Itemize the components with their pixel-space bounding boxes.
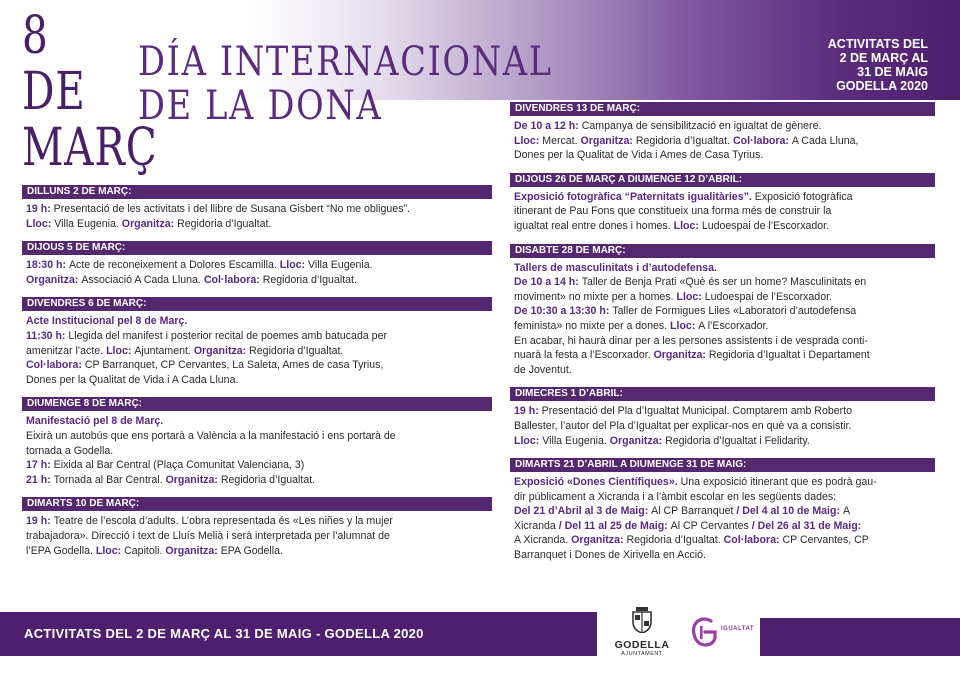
event-date-heading: DISABTE 28 DE MARÇ: — [510, 244, 935, 258]
event-text: Regidoria d’Igualtat. — [249, 344, 344, 357]
event-date-heading: DIMARTS 21 D’ABRIL A DIUMENGE 31 DE MAIG: — [510, 458, 935, 472]
event-line — [514, 504, 935, 519]
event-text: Ludoespai de l’Escorxador. — [704, 290, 832, 303]
event-text: Capitoli. — [124, 544, 166, 557]
event-keyword: Lloc: — [95, 544, 125, 557]
event-keyword: 19 h: — [514, 405, 542, 418]
event-line — [514, 363, 935, 378]
event-text: feminista» no mixte per a dones. — [514, 319, 671, 332]
event-text: A — [842, 505, 851, 518]
event-text: tornada a Godella. — [26, 444, 114, 457]
event-line — [514, 319, 935, 334]
event-line — [26, 358, 492, 373]
godella-logo — [614, 607, 670, 657]
footer-banner-right — [760, 618, 960, 656]
event-section — [22, 397, 492, 487]
igualtat-logo-text: IGUALTAT — [721, 626, 754, 632]
event-details — [510, 472, 935, 563]
event-text: Regidoria d’Igualtat. — [635, 134, 734, 147]
event-line — [514, 290, 935, 305]
right-schedule-column — [510, 102, 935, 573]
event-line — [514, 134, 935, 149]
event-line — [26, 217, 492, 232]
event-text: igualtat real entre dones i homes. — [514, 219, 674, 232]
event-text: dir públicament a Xicranda i a l’àmbit escolar en les següents dades: — [514, 490, 837, 503]
event-section — [510, 458, 935, 563]
event-details — [22, 511, 492, 558]
header-dates-summary — [828, 37, 928, 93]
event-text: Xicranda — [514, 519, 559, 532]
event-text: Dones per la Qualitat de Vida i Ames de Casa Tyrius. — [514, 149, 764, 162]
event-keyword: Exposició «Dones Científiques». — [514, 476, 681, 489]
event-line — [514, 419, 935, 434]
header-dates-line: ACTIVITATS DEL — [827, 37, 928, 51]
event-details — [22, 311, 492, 387]
event-section — [510, 244, 935, 378]
event-text: Ludoespai de l’Escorxador. — [701, 219, 830, 232]
event-keyword: Organitza: — [165, 544, 221, 557]
event-date-heading: DILLUNS 2 DE MARÇ: — [22, 185, 492, 199]
event-keyword: Organitza: — [193, 344, 250, 357]
event-line — [26, 258, 492, 273]
event-text: itinerant de Pau Fons que constitueix una forma més de construir la — [514, 205, 832, 218]
title-date-line2: MARÇ — [22, 118, 158, 178]
event-text: Presentació del Pla d’Igualtat Municipal. Comptarem amb Roberto — [541, 405, 852, 418]
event-keyword: Manifestació pel 8 de Març. — [26, 415, 164, 428]
title-date — [22, 6, 158, 178]
event-section — [22, 497, 492, 558]
event-keyword: / Del 11 al 25 de Maig: — [558, 519, 671, 532]
event-text: Una exposició itinerant que es podrà gau- — [680, 476, 877, 489]
event-section — [22, 297, 492, 387]
event-keyword: De 10:30 a 13:30 h: — [514, 305, 613, 318]
event-line — [26, 414, 492, 429]
event-keyword: Col·labora: — [733, 134, 792, 147]
event-line — [514, 219, 935, 234]
event-keyword: 11:30 h: — [26, 329, 69, 342]
event-line — [514, 348, 935, 363]
event-line — [514, 334, 935, 349]
igualtat-logo — [691, 617, 761, 652]
event-date-heading: DIJOUS 5 DE MARÇ: — [22, 241, 492, 255]
event-text: Al CP Cervantes — [670, 519, 752, 532]
event-text: Eixirà un autobús que ens portarà a València a la manifestació i ens portarà de — [26, 429, 396, 442]
event-section — [22, 185, 492, 231]
header-dates-line: 2 DE MARÇ AL — [839, 51, 928, 65]
event-keyword: Col·labora: — [723, 534, 783, 547]
event-line — [26, 473, 492, 488]
event-keyword: De 10 a 12 h: — [514, 120, 582, 132]
event-keyword: Organitza: — [609, 434, 666, 447]
event-section — [510, 102, 935, 163]
event-text: Regidoria d’Igualtat. — [220, 473, 316, 486]
event-line — [514, 190, 935, 205]
event-keyword: Tallers de masculinitats i d’autodefensa. — [514, 261, 717, 274]
event-keyword: 19 h: — [26, 515, 54, 528]
event-line — [514, 475, 935, 490]
event-text: Dones per la Qualitat de Vida i A Cada Lluna. — [26, 373, 239, 386]
event-line — [26, 529, 492, 544]
event-keyword: / Del 26 al 31 de Maig: — [751, 519, 862, 532]
event-date-heading: DIVENDRES 13 DE MARÇ: — [510, 102, 935, 116]
event-line — [514, 275, 935, 290]
event-keyword: / Del 4 al 10 de Maig: — [736, 505, 843, 518]
event-text: Regidoria d’Igualtat i Felidarity. — [665, 434, 810, 447]
event-date-heading: DIUMENGE 8 DE MARÇ: — [22, 397, 492, 411]
event-keyword: Lloc: — [676, 290, 705, 303]
left-schedule-column — [22, 185, 492, 568]
event-text: Presentació de les activitats i del llibre de Susana Gisbert “No me obligues”. — [53, 203, 410, 215]
event-line — [26, 458, 492, 473]
title-event-line2: DE LA DONA — [138, 83, 383, 129]
event-text: Campanya de sensibilització en igualtat de gènere. — [581, 120, 822, 132]
event-line — [26, 202, 492, 217]
event-date-heading: DIMARTS 10 DE MARÇ: — [22, 497, 492, 511]
event-keyword: Lloc: — [673, 219, 702, 232]
event-line — [514, 533, 935, 548]
event-keyword: Organitza: — [165, 473, 221, 486]
event-line — [514, 119, 935, 134]
event-text: Regidoria d’Igualtat i Departament — [708, 349, 870, 362]
event-keyword: 21 h: — [26, 473, 54, 486]
event-keyword: Lloc: — [514, 434, 543, 447]
event-text: A Cada Lluna, — [791, 134, 859, 147]
event-line — [514, 490, 935, 505]
event-text: Mercat. — [542, 134, 581, 147]
event-keyword: Organitza: — [121, 217, 178, 230]
event-details — [510, 401, 935, 448]
event-line — [26, 329, 492, 344]
event-keyword: Col·labora: — [26, 359, 85, 372]
header-dates-line: GODELLA 2020 — [836, 79, 928, 93]
event-keyword: Col·labora: — [203, 273, 263, 286]
event-line — [26, 429, 492, 444]
title-event-name — [138, 40, 553, 128]
event-line — [26, 514, 492, 529]
event-date-heading: DIMECRES 1 D’ABRIL: — [510, 387, 935, 401]
event-keyword: Lloc: — [670, 319, 699, 332]
event-keyword: Lloc: — [514, 134, 543, 147]
event-text: Taller de Benja Prati «Què és ser un home? Masculinitats en — [581, 276, 867, 289]
header-dates-line: 31 DE MAIG — [857, 65, 928, 79]
event-text: Associació A Cada Lluna. — [81, 273, 204, 286]
event-section — [510, 387, 935, 448]
godella-logo-sub: AJUNTAMENT — [621, 651, 663, 657]
event-line — [514, 148, 935, 163]
event-line — [514, 304, 935, 319]
event-line — [514, 204, 935, 219]
title-date-line1: 8 DE — [22, 6, 86, 122]
event-keyword: Organitza: — [653, 349, 709, 362]
event-keyword: 19 h: — [26, 203, 54, 215]
event-line — [514, 404, 935, 419]
event-text: Villa Eugenia. — [54, 217, 122, 230]
event-text: Llegida del manifest i posterior recital de poemes amb batucada per — [68, 329, 387, 342]
event-text: Regidoria d’Igualtat. — [262, 273, 357, 286]
event-text: Al CP Barranquet — [651, 505, 737, 518]
event-line — [514, 261, 935, 276]
event-text: En acabar, hi haurà dinar per a les persones assistents i de vesprada conti- — [514, 334, 868, 347]
event-keyword: Organitza: — [26, 273, 82, 286]
event-section — [22, 241, 492, 287]
event-text: l’EPA Godella. — [26, 544, 96, 557]
event-keyword: Lloc: — [106, 344, 135, 357]
event-line — [26, 344, 492, 359]
event-text: Taller de Formigues Liles «Laboratori d’autodefensa — [612, 305, 857, 318]
event-details — [510, 116, 935, 163]
event-line — [26, 444, 492, 459]
igualtat-mark-icon — [691, 617, 717, 647]
event-date-heading: DIJOUS 26 DE MARÇ A DIUMENGE 12 D’ABRIL: — [510, 173, 935, 187]
event-text: moviment» no mixte per a homes. — [514, 290, 677, 303]
event-text: A l’Escorxador. — [698, 319, 769, 332]
event-text: trabajadora». Direcció i text de Lluís Melià i serà interpretada per l’alumnat de — [26, 529, 390, 542]
event-text: amenitzar l’acte. — [26, 344, 107, 357]
event-line — [26, 373, 492, 388]
event-date-heading: DIVENDRES 6 DE MARÇ: — [22, 297, 492, 311]
event-text: Ballester, l’autor del Pla d’Igualtat per explicar-nos en què va a consistir. — [514, 419, 852, 432]
event-line — [514, 519, 935, 534]
event-text: Villa Eugenia. — [542, 434, 610, 447]
event-text: Regidoria d’Igualtat. — [177, 217, 272, 230]
event-keyword: 17 h: — [26, 459, 54, 472]
event-keyword: Del 21 d’Abril al 3 de Maig: — [514, 505, 652, 518]
event-line — [514, 548, 935, 563]
event-text: EPA Godella. — [220, 544, 283, 557]
event-section — [510, 173, 935, 234]
event-text: Regidoria d’Igualtat. — [626, 534, 724, 547]
event-line — [514, 434, 935, 449]
event-text: Barranquet i Dones de Xirivella en Acció. — [514, 549, 706, 562]
event-line — [26, 273, 492, 288]
event-details — [22, 255, 492, 287]
event-text: CP Cervantes, CP — [782, 534, 869, 547]
footer-text: ACTIVITATS DEL 2 DE MARÇ AL 31 DE MAIG - GODELLA 2020 — [24, 626, 424, 641]
event-text: Tornada al Bar Central. — [53, 473, 166, 486]
footer-banner — [0, 612, 597, 656]
event-text: nuarà la festa a l’Escorxador. — [514, 349, 654, 362]
event-details — [22, 411, 492, 487]
event-text: Teatre de l’escola d’adults. L’obra representada és «Les niñes y la mujer — [53, 515, 393, 528]
event-text: Acte de reconeixement a Dolores Escamilla. — [68, 259, 280, 272]
event-line — [26, 544, 492, 559]
event-text: CP Barranquet, CP Cervantes, La Saleta, Ames de casa Tyrius, — [84, 359, 384, 372]
event-text: Ajuntament. — [134, 344, 194, 357]
event-keyword: Organitza: — [580, 134, 636, 147]
event-keyword: 18:30 h: — [26, 259, 69, 272]
event-details — [22, 199, 492, 231]
event-keyword: Exposició fotogràfica “Paternitats igualitàries”. — [514, 190, 755, 203]
event-keyword: Acte Institucional pel 8 de Març. — [26, 315, 188, 328]
event-text: Villa Eugenia. — [308, 259, 373, 272]
event-text: A Xicranda. — [514, 534, 572, 547]
event-line — [26, 314, 492, 329]
event-keyword: Organitza: — [571, 534, 627, 547]
event-details — [510, 258, 935, 378]
event-text: de Joventut. — [514, 363, 572, 376]
event-keyword: Lloc: — [26, 217, 55, 230]
title-event-line1: DÍA INTERNACIONAL — [138, 39, 553, 85]
event-keyword: De 10 a 14 h: — [514, 276, 582, 289]
godella-logo-name: GODELLA — [614, 639, 670, 651]
event-text: Eixida al Bar Central (Plaça Comunitat Valenciana, 3) — [53, 459, 305, 472]
event-details — [510, 187, 935, 234]
coat-of-arms-icon — [631, 607, 653, 633]
event-text: Exposició fotogràfica — [754, 190, 853, 203]
event-keyword: Lloc: — [279, 259, 309, 272]
